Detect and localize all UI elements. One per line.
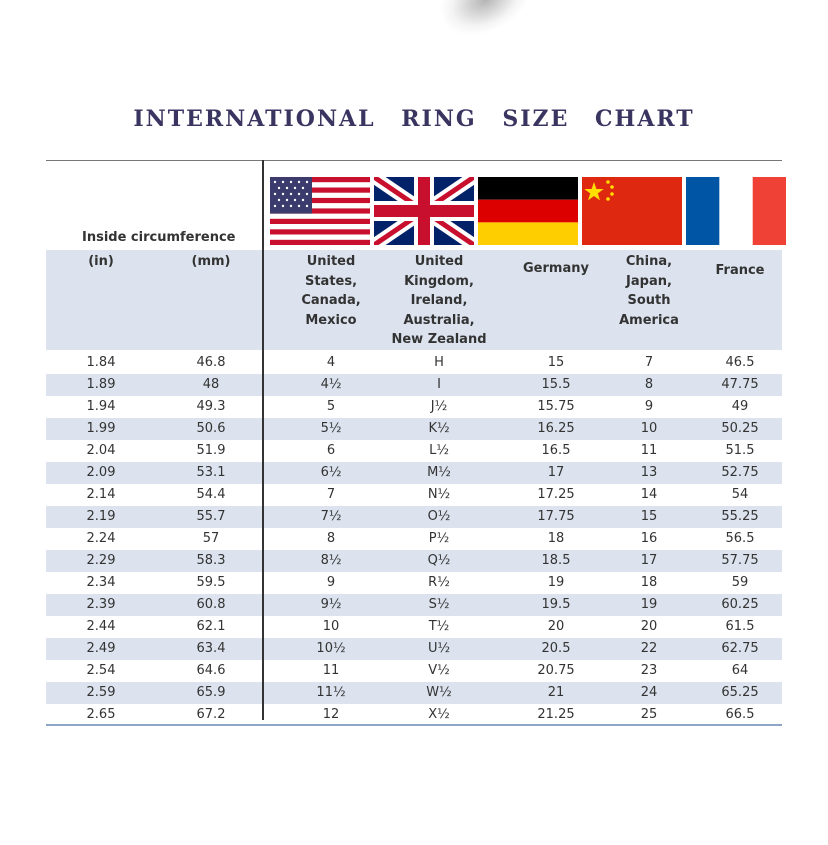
cell-inches: 2.19	[86, 509, 116, 524]
cell-millimeters: 65.9	[196, 685, 226, 700]
cell-china-size: 18	[640, 575, 658, 590]
cell-inches: 2.39	[86, 597, 116, 612]
cell-uk-size: M½	[427, 465, 451, 480]
cell-inches: 2.49	[86, 641, 116, 656]
column-divider	[262, 160, 264, 720]
cell-france-size: 46.5	[725, 355, 755, 370]
table-row	[46, 462, 782, 484]
cell-uk-size: X½	[428, 707, 450, 722]
cell-inches: 2.65	[86, 707, 116, 722]
cell-uk-size: H	[434, 355, 444, 370]
cell-france-size: 55.25	[721, 509, 759, 524]
flag-row	[270, 177, 790, 245]
cell-germany-size: 17	[547, 465, 565, 480]
table-row	[46, 528, 782, 550]
cell-us-size: 9½	[320, 597, 342, 612]
cell-china-size: 8	[644, 377, 654, 392]
cell-us-size: 12	[322, 707, 340, 722]
cell-germany-size: 17.25	[537, 487, 575, 502]
cell-uk-size: O½	[427, 509, 451, 524]
cell-germany-size: 15.75	[537, 399, 575, 414]
cell-uk-size: W½	[426, 685, 452, 700]
header-us: United States, Canada, Mexico	[301, 254, 361, 328]
us-flag-icon	[270, 177, 370, 245]
cell-inches: 2.04	[86, 443, 116, 458]
cell-millimeters: 67.2	[196, 707, 226, 722]
cell-china-size: 25	[640, 707, 658, 722]
cell-france-size: 54	[731, 487, 749, 502]
cell-uk-size: K½	[428, 421, 450, 436]
cell-china-size: 10	[640, 421, 658, 436]
uk-flag-icon	[374, 177, 474, 245]
cell-millimeters: 49.3	[196, 399, 226, 414]
cell-us-size: 11	[322, 663, 340, 678]
cell-millimeters: 59.5	[196, 575, 226, 590]
cell-millimeters: 63.4	[196, 641, 226, 656]
table-row	[46, 572, 782, 594]
cell-inches: 2.14	[86, 487, 116, 502]
cell-germany-size: 20	[547, 619, 565, 634]
cell-china-size: 15	[640, 509, 658, 524]
china-flag-icon	[582, 177, 682, 245]
inside-circumference-label: Inside circumference	[82, 230, 236, 245]
cell-france-size: 61.5	[725, 619, 755, 634]
cell-uk-size: V½	[428, 663, 450, 678]
cell-uk-size: Q½	[427, 553, 451, 568]
cell-inches: 2.54	[86, 663, 116, 678]
table-row	[46, 352, 782, 374]
cell-inches: 1.84	[86, 355, 116, 370]
cell-france-size: 66.5	[725, 707, 755, 722]
cell-germany-size: 17.75	[537, 509, 575, 524]
france-flag-icon	[686, 177, 786, 245]
cell-france-size: 49	[731, 399, 749, 414]
cell-germany-size: 15.5	[541, 377, 571, 392]
cell-uk-size: P½	[428, 531, 450, 546]
cell-uk-size: R½	[428, 575, 450, 590]
cell-uk-size: N½	[427, 487, 451, 502]
table-row	[46, 418, 782, 440]
cell-uk-size: U½	[427, 641, 451, 656]
cell-france-size: 64	[731, 663, 749, 678]
table-row	[46, 594, 782, 616]
cell-germany-size: 19.5	[541, 597, 571, 612]
table-row	[46, 682, 782, 704]
cell-france-size: 47.75	[721, 377, 759, 392]
cell-millimeters: 60.8	[196, 597, 226, 612]
cell-uk-size: T½	[428, 619, 450, 634]
cell-inches: 1.99	[86, 421, 116, 436]
cell-us-size: 10½	[316, 641, 346, 656]
cell-china-size: 24	[640, 685, 658, 700]
cell-millimeters: 54.4	[196, 487, 226, 502]
cell-inches: 2.24	[86, 531, 116, 546]
cell-france-size: 65.25	[721, 685, 759, 700]
table-row	[46, 550, 782, 572]
cell-uk-size: L½	[429, 443, 449, 458]
cell-china-size: 11	[640, 443, 658, 458]
cell-china-size: 19	[640, 597, 658, 612]
table-row	[46, 638, 782, 660]
page-title: INTERNATIONAL RING SIZE CHART	[133, 106, 695, 132]
cell-millimeters: 55.7	[196, 509, 226, 524]
cell-us-size: 4	[326, 355, 336, 370]
cell-france-size: 56.5	[725, 531, 755, 546]
cell-millimeters: 64.6	[196, 663, 226, 678]
cell-inches: 2.29	[86, 553, 116, 568]
cell-inches: 2.34	[86, 575, 116, 590]
cell-us-size: 5	[326, 399, 336, 414]
top-rule	[46, 160, 782, 161]
cell-china-size: 20	[640, 619, 658, 634]
cell-germany-size: 20.5	[541, 641, 571, 656]
cell-millimeters: 51.9	[196, 443, 226, 458]
cell-china-size: 16	[640, 531, 658, 546]
header-mm: (mm)	[191, 254, 231, 269]
cell-france-size: 52.75	[721, 465, 759, 480]
table-row	[46, 374, 782, 396]
cell-millimeters: 50.6	[196, 421, 226, 436]
cell-us-size: 7½	[320, 509, 342, 524]
cell-millimeters: 48	[202, 377, 220, 392]
cell-france-size: 62.75	[721, 641, 759, 656]
cell-millimeters: 62.1	[196, 619, 226, 634]
cell-us-size: 5½	[320, 421, 342, 436]
cell-germany-size: 18.5	[541, 553, 571, 568]
table-row	[46, 506, 782, 528]
cell-inches: 1.94	[86, 399, 116, 414]
cell-germany-size: 15	[547, 355, 565, 370]
table-row	[46, 616, 782, 638]
header-in: (in)	[88, 254, 114, 269]
cell-uk-size: I	[437, 377, 441, 392]
cell-uk-size: J½	[430, 399, 448, 414]
cell-us-size: 10	[322, 619, 340, 634]
cell-inches: 2.44	[86, 619, 116, 634]
cell-france-size: 60.25	[721, 597, 759, 612]
cell-germany-size: 16.25	[537, 421, 575, 436]
table-row	[46, 440, 782, 462]
cell-germany-size: 21	[547, 685, 565, 700]
cell-germany-size: 18	[547, 531, 565, 546]
cell-millimeters: 53.1	[196, 465, 226, 480]
header-germany: Germany	[523, 261, 589, 276]
cell-us-size: 4½	[320, 377, 342, 392]
cell-france-size: 59	[731, 575, 749, 590]
cell-us-size: 8½	[320, 553, 342, 568]
table-row	[46, 660, 782, 682]
header-uk: United Kingdom, Ireland, Australia, New Zealand	[391, 254, 487, 347]
header-france: France	[715, 263, 765, 278]
cell-millimeters: 46.8	[196, 355, 226, 370]
cell-germany-size: 21.25	[537, 707, 575, 722]
cell-france-size: 57.75	[721, 553, 759, 568]
table-body	[46, 352, 782, 726]
cell-france-size: 51.5	[725, 443, 755, 458]
cell-us-size: 11½	[316, 685, 346, 700]
cell-inches: 2.59	[86, 685, 116, 700]
cell-germany-size: 20.75	[537, 663, 575, 678]
table-row	[46, 396, 782, 418]
table-row	[46, 484, 782, 506]
cell-china-size: 13	[640, 465, 658, 480]
cell-china-size: 14	[640, 487, 658, 502]
germany-flag-icon	[478, 177, 578, 245]
cell-china-size: 23	[640, 663, 658, 678]
cell-france-size: 50.25	[721, 421, 759, 436]
cell-us-size: 6	[326, 443, 336, 458]
cell-uk-size: S½	[428, 597, 450, 612]
cell-inches: 1.89	[86, 377, 116, 392]
cell-china-size: 9	[644, 399, 654, 414]
cell-us-size: 7	[326, 487, 336, 502]
cell-us-size: 9	[326, 575, 336, 590]
cell-millimeters: 57	[202, 531, 220, 546]
cell-china-size: 7	[644, 355, 654, 370]
cell-china-size: 22	[640, 641, 658, 656]
decorative-shadow	[432, 0, 539, 46]
bottom-rule	[46, 724, 782, 726]
cell-china-size: 17	[640, 553, 658, 568]
cell-germany-size: 16.5	[541, 443, 571, 458]
cell-us-size: 6½	[320, 465, 342, 480]
cell-millimeters: 58.3	[196, 553, 226, 568]
cell-us-size: 8	[326, 531, 336, 546]
cell-inches: 2.09	[86, 465, 116, 480]
cell-germany-size: 19	[547, 575, 565, 590]
table-row	[46, 704, 782, 726]
header-china: China, Japan, South America	[619, 254, 679, 328]
